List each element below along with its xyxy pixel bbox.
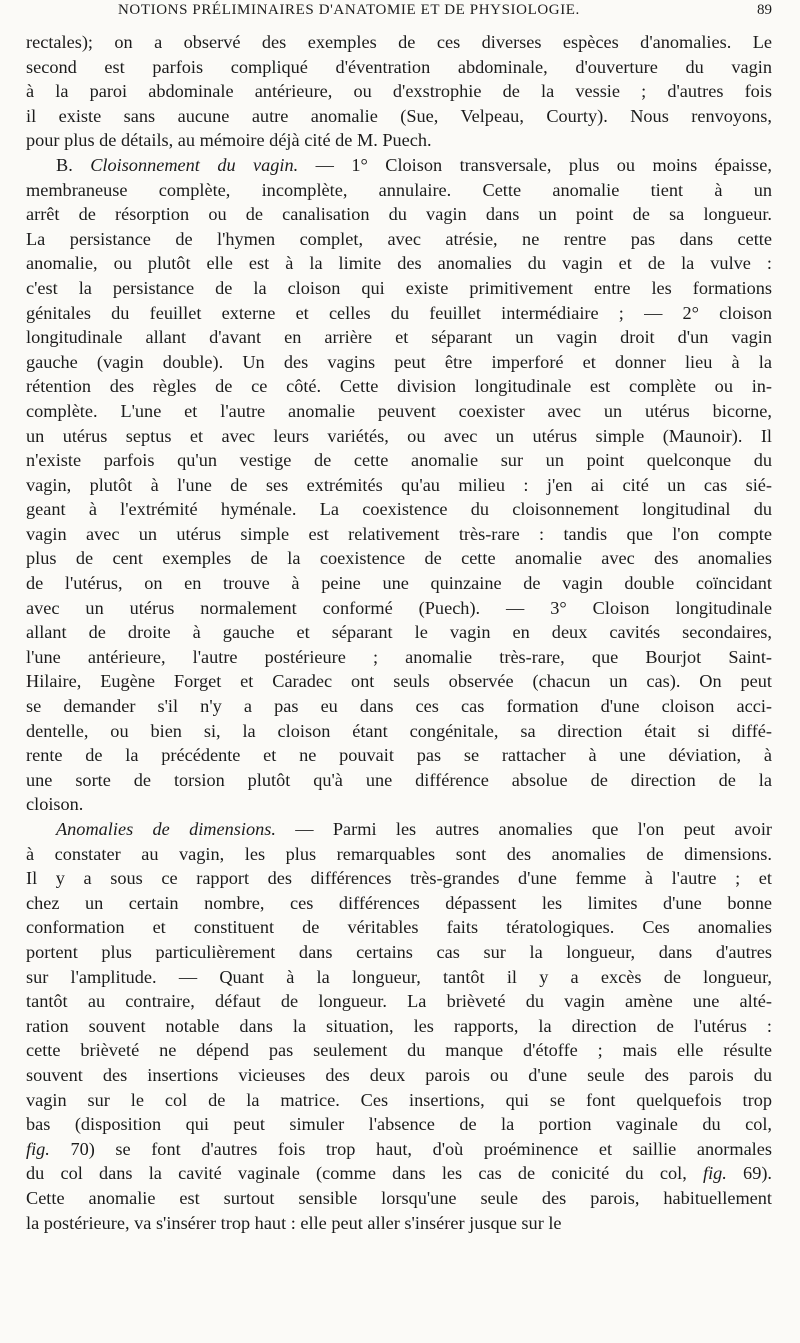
running-head [118, 2, 772, 30]
text-line [26, 645, 772, 670]
text-run: à constater au vagin, les plus remarquables sont des anomalies de dimensions. [26, 843, 772, 864]
text-run: Hilaire, Eugène Forget et Caradec ont seuls observée (chacun un cas). On peut [26, 671, 772, 692]
text-run: souvent des insertions vicieuses des deux parois ou d'une seule des parois du [26, 1064, 772, 1085]
text-run: une sorte de torsion plutôt qu'à une différence absolue de direction de la [26, 769, 772, 790]
text-run: conformation et constituent de véritables faits tératologiques. Ces anomalies [26, 917, 772, 938]
text-run: un utérus septus et avec leurs variétés, ou avec un utérus simple (Maunoir). Il [26, 425, 772, 446]
text-run: tantôt au contraire, défaut de longueur. La brièveté du vagin amène une alté- [26, 991, 772, 1012]
text-run: Il y a sous ce rapport des différences très-grandes d'une femme à l'autre ; et [26, 868, 772, 889]
text-run: dentelle, ou bien si, la cloison étant congénitale, sa direction était si diffé- [26, 720, 772, 741]
text-line [26, 596, 772, 621]
text-line [26, 79, 772, 104]
text-line [26, 202, 772, 227]
text-run: avec un utérus normalement conformé (Puech). — 3° Cloison longitudinale [26, 597, 772, 618]
text-run: plus de cent exemples de la coexistence de cette anomalie avec des anomalies [26, 548, 772, 569]
text-line [26, 251, 772, 276]
text-line [26, 768, 772, 793]
text-run: B. [56, 154, 91, 175]
text-run: ration souvent notable dans la situation, les rapports, la direction de l'utérus : [26, 1015, 772, 1036]
text-run: 70) se font d'autres fois trop haut, d'où proéminence et saillie anormales [49, 1138, 772, 1159]
text-line [26, 571, 772, 596]
text-run: sur l'amplitude. — Quant à la longueur, tantôt il y a excès de longueur, [26, 966, 772, 987]
text-line [26, 1211, 772, 1236]
text-run: rectales); on a observé des exemples de ces diverses espèces d'anomalies. Le [26, 32, 772, 52]
text-run: se demander s'il n'y a pas eu dans ces cas formation d'une cloison acci- [26, 696, 772, 717]
text-line [26, 522, 772, 547]
text-run: — 1° Cloison transversale, plus ou moins épaisse, [298, 154, 772, 175]
text-run: Cette anomalie est surtout sensible lorsqu'une seule des parois, habituellement [26, 1187, 772, 1208]
text-line [26, 940, 772, 965]
text-run: cette brièveté ne dépend pas seulement du manque d'étoffe ; mais elle résulte [26, 1040, 772, 1061]
text-line [26, 227, 772, 252]
text-line [26, 1063, 772, 1088]
text-run: allant de droite à gauche et séparant le vagin en deux cavités secondaires, [26, 622, 772, 643]
text-run: rétention des règles de ce côté. Cette division longitudinale est complète ou in- [26, 376, 772, 397]
text-line [26, 1038, 772, 1063]
text-run: bas (disposition qui peut simuler l'absence de la portion vaginale du col, [26, 1114, 772, 1135]
text-run: gauche (vagin double). Un des vagins peut être imperforé et donner lieu à la [26, 351, 772, 372]
text-line [26, 1161, 772, 1186]
text-run: second est parfois compliqué d'éventration abdominale, d'ouverture du vagin [26, 56, 772, 77]
running-head-title: NOTIONS PRÉLIMINAIRES D'ANATOMIE ET DE PHYSIOLOGIE. [118, 2, 580, 18]
text-run: rente de la précédente et ne pouvait pas se rattacher à une déviation, à [26, 745, 772, 766]
text-line [26, 817, 772, 842]
body-text [26, 30, 772, 1235]
text-line [26, 792, 772, 817]
text-run: geant à l'extrémité hyménale. La coexistence du cloisonnement longitudinal du [26, 499, 772, 520]
italic-text: Anomalies de dimensions. [56, 819, 276, 839]
text-run: de l'utérus, on en trouve à peine une quinzaine de vagin double coïncidant [26, 573, 772, 594]
text-line [26, 399, 772, 424]
text-line [26, 743, 772, 768]
text-line [26, 989, 772, 1014]
text-run: 69). [726, 1163, 772, 1184]
text-line [26, 276, 772, 301]
text-run: la postérieure, va s'insérer trop haut : elle peut aller s'insérer jusque sur le [26, 1212, 562, 1233]
text-line [26, 669, 772, 694]
text-run: portent plus particulièrement dans certains cas sur la longueur, dans d'autres [26, 941, 772, 962]
text-line [26, 30, 772, 55]
text-run: anomalie, ou plutôt elle est à la limite des anomalies du vagin et de la vulve : [26, 253, 772, 274]
italic-text: Cloisonnement du vagin. [90, 154, 299, 175]
page-number: 89 [757, 2, 772, 18]
text-line [26, 473, 772, 498]
text-run: l'une antérieure, l'autre postérieure ; anomalie très-rare, que Bourjot Saint- [26, 646, 772, 667]
text-run: — Parmi les autres anomalies que l'on peut avoir [275, 819, 772, 839]
text-line [26, 178, 772, 203]
text-run: à la paroi abdominale antérieure, ou d'exstrophie de la vessie ; d'autres fois [26, 81, 772, 102]
text-line [26, 497, 772, 522]
text-line [26, 350, 772, 375]
text-line [26, 620, 772, 645]
text-run: La persistance de l'hymen complet, avec atrésie, ne rentre pas dans cette [26, 228, 772, 249]
italic-text: fig. [26, 1138, 50, 1159]
italic-text: fig. [702, 1163, 727, 1184]
text-line [26, 153, 772, 178]
text-run: arrêt de résorption ou de canalisation du vagin dans un point de sa longueur. [26, 204, 772, 225]
text-run: vagin avec un utérus simple est relativement très-rare : tandis que l'on compte [26, 523, 772, 544]
text-run: membraneuse complète, incomplète, annulaire. Cette anomalie tient à un [26, 179, 772, 200]
text-run: cloison. [26, 794, 84, 815]
text-run: chez un certain nombre, ces différences dépassent les limites d'une bonne [26, 892, 772, 913]
text-line [26, 965, 772, 990]
text-line [26, 55, 772, 80]
text-line [26, 694, 772, 719]
text-run: complète. L'une et l'autre anomalie peuvent coexister avec un utérus bicorne, [26, 400, 772, 421]
text-run: n'existe parfois qu'un vestige de cette anomalie sur un point quelconque du [26, 450, 772, 471]
text-run: longitudinale allant d'avant en arrière et séparant un vagin droit d'un vagin [26, 327, 772, 348]
text-run: pour plus de détails, au mémoire déjà cité de M. Puech. [26, 130, 432, 151]
text-line [26, 719, 772, 744]
text-line [26, 866, 772, 891]
text-line [26, 424, 772, 449]
text-line [26, 891, 772, 916]
text-line [26, 325, 772, 350]
text-line [26, 1137, 772, 1162]
text-line [26, 301, 772, 326]
text-run: vagin sur le col de la matrice. Ces insertions, qui se font quelquefois trop [26, 1089, 772, 1110]
text-line [26, 1088, 772, 1113]
text-run: génitales du feuillet externe et celles du feuillet intermédiaire ; — 2° cloison [26, 302, 772, 323]
text-line [26, 842, 772, 867]
text-run: il existe sans aucune autre anomalie (Sue, Velpeau, Courty). Nous renvoyons, [26, 105, 772, 126]
text-line [26, 1112, 772, 1137]
text-run: du col dans la cavité vaginale (comme dans les cas de conicité du col, [26, 1163, 703, 1184]
text-line [26, 1014, 772, 1039]
text-line [26, 104, 772, 129]
text-line [26, 448, 772, 473]
text-run: vagin, plutôt à l'une de ses extrémités qu'au milieu : j'en ai cité un cas sié- [26, 474, 772, 495]
text-line [26, 546, 772, 571]
text-line [26, 915, 772, 940]
text-run: c'est la persistance de la cloison qui existe primitivement entre les formations [26, 277, 772, 298]
text-line [26, 1186, 772, 1211]
text-line [26, 128, 772, 153]
text-line [26, 374, 772, 399]
